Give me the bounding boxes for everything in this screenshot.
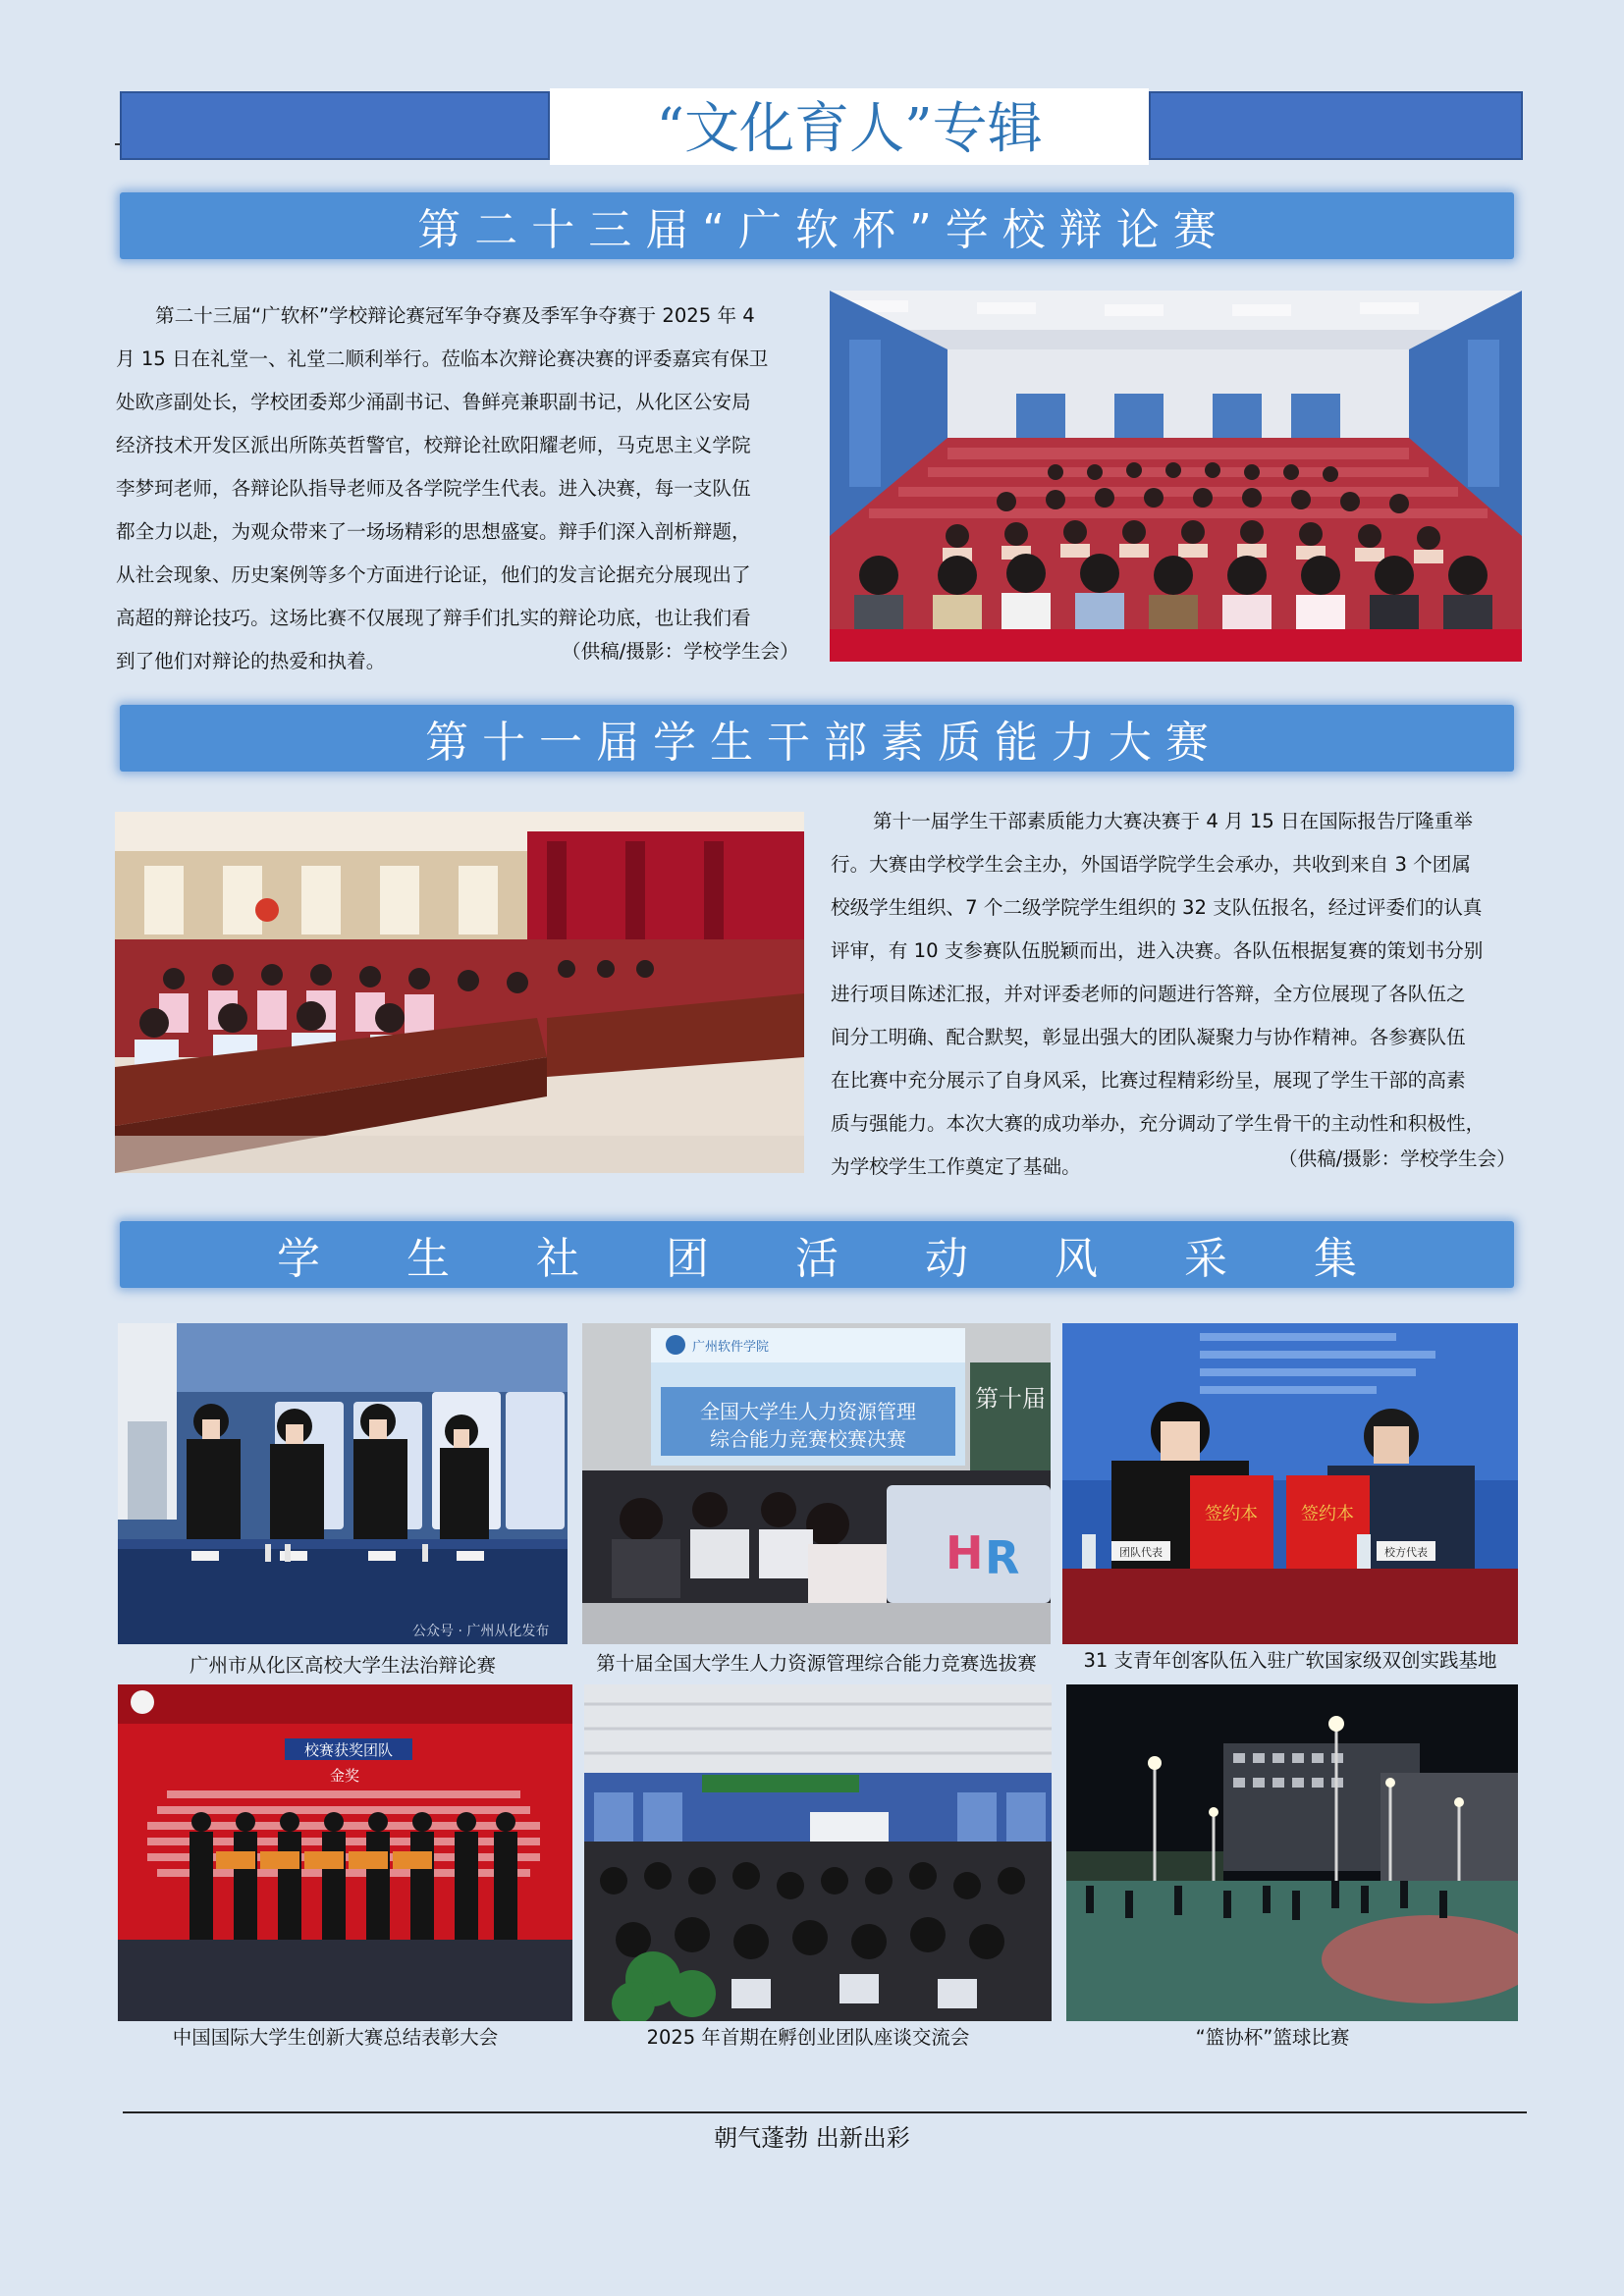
- text-line: 都全力以赴，为观众带来了一场场精彩的思想盛宴。辩手们深入剖析辩题，: [116, 520, 751, 543]
- caption-startup-meeting: 2025 年首期在孵创业团队座谈交流会: [646, 2026, 970, 2049]
- folder-label-left: 签约本: [1205, 1504, 1258, 1524]
- tabletop-sign-left: 团队代表: [1119, 1546, 1163, 1559]
- photo-debate-audience: [830, 291, 1522, 662]
- award-banner-text: 校赛获奖团队: [303, 1741, 394, 1759]
- text-line: 李梦珂老师，各辩论队指导老师及各学院学生代表。进入决赛，每一支队伍: [116, 477, 751, 500]
- banner-bar-left: [120, 91, 550, 160]
- screen-school-name: 广州软件学院: [692, 1340, 770, 1355]
- text-line: 在比赛中充分展示了自身风采，比赛过程精彩纷呈，展现了学生干部的高素: [831, 1069, 1466, 1092]
- text-line: 高超的辩论技巧。这场比赛不仅展现了辩手们扎实的辩论功底，也让我们看: [116, 607, 751, 629]
- text-line: 为学校学生工作奠定了基础。: [831, 1155, 1081, 1178]
- text-line: 质与强能力。本次大赛的成功举办，充分调动了学生骨干的主动性和积极性，: [831, 1112, 1486, 1135]
- caption-basketball-game: “篮协杯”篮球比赛: [1195, 2026, 1350, 2049]
- photo-cadre-contest: [115, 812, 804, 1173]
- photo-hr-contest: [582, 1323, 1051, 1644]
- text-line: 间分工明确、配合默契，彰显出强大的团队凝聚力与协作精神。各参赛队伍: [831, 1026, 1466, 1048]
- section-cadre-text: [831, 800, 1514, 1189]
- photo-watermark: 公众号 · 广州从化发布: [412, 1624, 550, 1639]
- text-line: 从社会现象、历史案例等多个方面进行论证，他们的发言论据充分展现出了: [116, 563, 751, 586]
- banner-bar-right: [1149, 91, 1523, 160]
- folder-label-right: 签约本: [1301, 1504, 1354, 1524]
- svg-text:R: R: [985, 1531, 1020, 1584]
- text-line: 评审，有 10 支参赛队伍脱颖而出，进入决赛。各队伍根据复赛的策划书分别: [831, 939, 1484, 962]
- text-line: 处欧彦副处长，学校团委郑少涌副书记、鲁鲜亮兼职副书记，从化区公安局: [116, 391, 751, 413]
- blackboard-text: 第十届: [975, 1385, 1046, 1413]
- page-title: “文化育人”专辑: [656, 97, 1043, 161]
- text-line: 经济技术开发区派出所陈英哲警官，校辩论社欧阳耀老师，马克思主义学院: [116, 434, 751, 456]
- screen-title-line2: 综合能力竞赛校赛决赛: [710, 1427, 906, 1451]
- screen-title-line1: 全国大学生人力资源管理: [700, 1400, 916, 1423]
- photo-innovation-award: [118, 1684, 572, 2021]
- section-debate-text: [116, 294, 799, 683]
- footer-divider: [123, 2111, 1527, 2113]
- tabletop-sign-right: 校方代表: [1384, 1546, 1428, 1559]
- credit-debate: （供稿/摄影：学校学生会）: [562, 640, 799, 663]
- section-heading-club-activities: 学 生 社 团 活 动 风 采 集: [120, 1221, 1514, 1288]
- caption-hr-contest: 第十届全国大学生人力资源管理综合能力竞赛选拔赛: [596, 1652, 1037, 1675]
- photo-startup-meeting: [584, 1684, 1052, 2021]
- text-line: 第十一届学生干部素质能力大赛决赛于 4 月 15 日在国际报告厅隆重举: [873, 810, 1473, 832]
- text-line: 月 15 日在礼堂一、礼堂二顺利举行。莅临本次辩论赛决赛的评委嘉宾有保卫: [116, 347, 769, 370]
- photo-basketball-game: [1066, 1684, 1518, 2021]
- text-line: 校级学生组织、7 个二级学院学生组织的 32 支队伍报名，经过评委们的认真: [831, 896, 1483, 919]
- text-line: 进行项目陈述汇报，并对评委老师的问题进行答辩，全方位展现了各队伍之: [831, 983, 1466, 1005]
- caption-law-debate: 广州市从化区高校大学生法治辩论赛: [189, 1654, 496, 1677]
- caption-maker-base: 31 支青年创客队伍入驻广软国家级双创实践基地: [1083, 1649, 1497, 1672]
- footer-slogan: 朝气蓬勃 出新出彩: [714, 2124, 910, 2152]
- award-level-text: 金奖: [329, 1767, 360, 1785]
- caption-innovation-award: 中国国际大学生创新大赛总结表彰大会: [172, 2026, 499, 2049]
- section-heading-debate: 第 二 十 三 届 “ 广 软 杯 ” 学 校 辩 论 赛: [120, 192, 1514, 259]
- credit-cadre: （供稿/摄影：学校学生会）: [1278, 1148, 1516, 1170]
- text-line: 到了他们对辩论的热爱和执着。: [116, 650, 386, 672]
- section-heading-cadre-contest: 第 十 一 届 学 生 干 部 素 质 能 力 大 赛: [120, 705, 1514, 772]
- text-line: 第二十三届“广软杯”学校辩论赛冠军争夺赛及季军争夺赛于 2025 年 4: [155, 304, 755, 327]
- text-line: 行。大赛由学校学生会主办，外国语学院学生会承办，共收到来自 3 个团属: [831, 853, 1471, 876]
- photo-law-debate: [118, 1323, 568, 1644]
- photo-maker-signing: [1062, 1323, 1518, 1644]
- svg-text:H: H: [946, 1526, 984, 1579]
